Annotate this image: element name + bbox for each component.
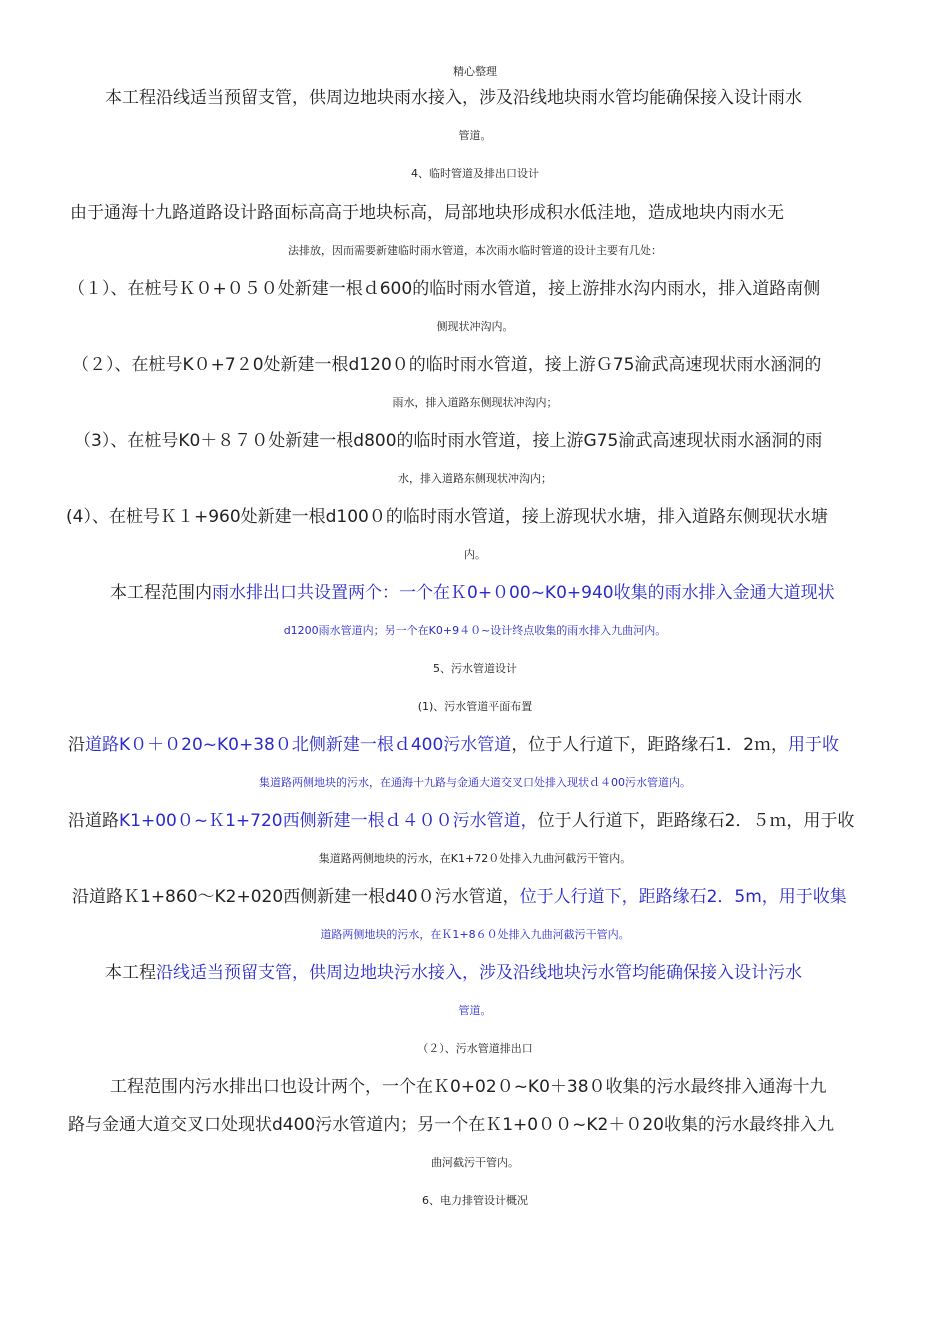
list-item-line: （3）、在桩号K0＋８７０处新建一根d800的临时雨水管道，接上游G75渝武高速现状雨水涵洞的雨 <box>74 431 823 451</box>
paragraph-line <box>72 885 847 909</box>
paragraph-line: 路与金通大道交叉口处现状d400污水管道内；另一个在Ｋ1+0００~K2＋０20收集的污水最终排入九 <box>68 1115 834 1135</box>
highlighted-text-run: 用于收 <box>787 735 839 755</box>
subsection-heading: (1)、污水管道平面布置 <box>417 700 533 713</box>
page-header-title: 精心整理 <box>453 65 497 78</box>
text-run: 本工程 <box>105 963 156 983</box>
paragraph-line: 曲河截污干管内。 <box>431 1156 519 1169</box>
highlighted-paragraph-line: d1200雨水管道内；另一个在K0+9４０~设计终点收集的雨水排入九曲河内。 <box>283 624 667 637</box>
list-item-line: 水，排入道路东侧现状冲沟内； <box>398 472 552 485</box>
list-item-line: 内。 <box>464 548 486 561</box>
text-run: 位于人行道下，距路缘石2．５ｍ，用于收 <box>537 811 855 831</box>
paragraph-line: 法排放，因而需要新建临时雨水管道，本次雨水临时管道的设计主要有几处： <box>288 244 662 257</box>
text-run: 沿道路 <box>68 811 119 831</box>
highlighted-text-run: 雨水排出口共设置两个：一个在Ｋ0+０00~K0+940收集的雨水排入金通大道现状 <box>212 583 835 603</box>
section-heading-4: 4、临时管道及排出口设计 <box>411 167 539 180</box>
highlighted-paragraph-line: 管道。 <box>458 1004 492 1017</box>
paragraph-line: 本工程沿线适当预留支管，供周边地块雨水接入，涉及沿线地块雨水管均能确保接入设计雨水 <box>105 88 802 108</box>
text-run: 本工程范围内 <box>110 583 212 603</box>
list-item-line: (4）、在桩号Ｋ１+960处新建一根d100０的临时雨水管道，接上游现状水塘，排入道路东侧现状水塘 <box>66 507 828 527</box>
list-item-line: 雨水，排入道路东侧现状冲沟内； <box>392 396 558 409</box>
paragraph-line <box>105 961 802 985</box>
highlighted-text-run: 沿线适当预留支管，供周边地块污水接入，涉及沿线地块污水管均能确保接入设计污水 <box>156 963 802 983</box>
highlighted-paragraph-line: 集道路两侧地块的污水，在通海十九路与金通大道交叉口处排入现状ｄ４00污水管道内。 <box>259 776 691 789</box>
text-run: 沿道路Ｋ1+860～K2+020西侧新建一根d40０污水管道， <box>72 887 520 907</box>
paragraph-line: 管道。 <box>458 129 492 142</box>
highlighted-paragraph-line: 道路两侧地块的污水，在Ｋ1+8６０处排入九曲河截污干管内。 <box>320 928 630 941</box>
section-heading-6: 6、电力排管设计概况 <box>422 1194 528 1207</box>
text-run: ，位于人行道下，距路缘石1．2ｍ， <box>511 735 788 755</box>
paragraph-line <box>68 733 839 757</box>
subsection-heading: （２）、污水管道排出口 <box>417 1042 533 1055</box>
list-item-line: 侧现状冲沟内。 <box>436 320 514 333</box>
list-item-line: （２）、在桩号K０+7２0处新建一根d120０的临时雨水管道，接上游Ｇ75渝武高速现状雨水涵洞的 <box>72 355 822 375</box>
section-heading-5: 5、污水管道设计 <box>433 662 517 675</box>
paragraph-line <box>68 809 854 833</box>
paragraph-line <box>110 581 835 605</box>
highlighted-text-run: 道路K０＋０20~K0+38０北侧新建一根ｄ400污水管道 <box>85 735 512 755</box>
list-item-line: （１）、在桩号Ｋ０+０５０处新建一根ｄ600的临时雨水管道，接上游排水沟内雨水，排入道路南侧 <box>68 279 821 299</box>
paragraph-line: 由于通海十九路道路设计路面标高高于地块标高，局部地块形成积水低洼地，造成地块内雨水无 <box>70 203 784 223</box>
text-run: 沿 <box>68 735 85 755</box>
highlighted-text-run: K1+00０~Ｋ1+720西侧新建一根ｄ４００污水管道， <box>119 811 538 831</box>
paragraph-line: 集道路两侧地块的污水，在K1+72０处排入九曲河截污干管内。 <box>318 852 632 865</box>
paragraph-line: 工程范围内污水排出口也设计两个，一个在Ｋ0+02０~K0＋38０收集的污水最终排入通海十九 <box>110 1077 827 1097</box>
highlighted-text-run: 位于人行道下，距路缘石2．5m，用于收集 <box>519 887 847 907</box>
